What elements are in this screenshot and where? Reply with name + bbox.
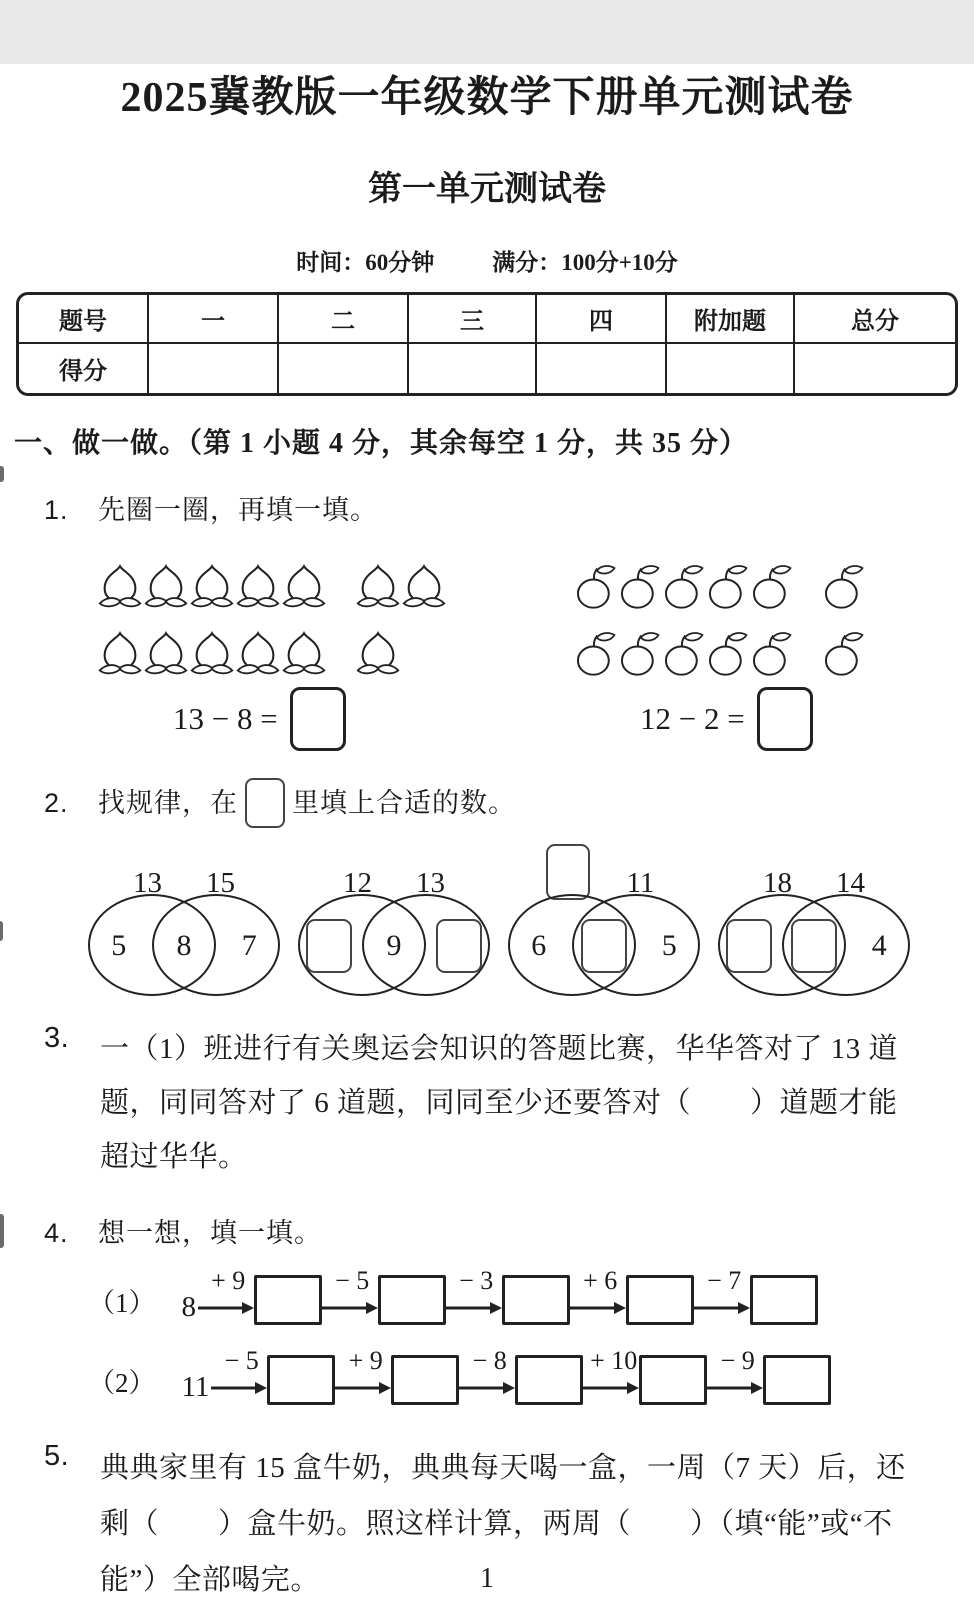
score-table — [16, 292, 958, 396]
chain-segment — [198, 1266, 322, 1334]
peach-icon — [235, 555, 281, 609]
paper-title: 2025冀教版一年级数学下册单元测试卷 — [120, 75, 854, 121]
venn-cell — [242, 929, 257, 963]
answer-box — [515, 1355, 583, 1405]
arrow-icon — [211, 1380, 267, 1396]
question-number: 2. — [44, 788, 69, 819]
apple-icon — [662, 620, 706, 676]
peach-icon — [401, 555, 447, 609]
question-number: 3. — [44, 1022, 70, 1054]
question-2-heading — [44, 778, 974, 834]
question-text: 想一想，填一填。 — [98, 1218, 322, 1248]
question-1-heading — [44, 488, 974, 527]
chain-operation-label: − 5 — [224, 1346, 259, 1375]
arrow-icon — [459, 1380, 515, 1396]
chain-operation-label: − 7 — [707, 1266, 742, 1295]
apple-icon — [662, 553, 706, 609]
arrow-icon — [707, 1380, 763, 1396]
number-chain — [88, 1266, 974, 1334]
peach-group — [97, 553, 447, 751]
question-number: 5. — [44, 1440, 70, 1472]
fruit-group-gap — [327, 608, 355, 609]
equation-text: 12 − 2 = — [640, 701, 745, 736]
venn-diagram — [88, 854, 280, 998]
venn-circle-right — [152, 894, 280, 996]
chain-operation-label: − 8 — [472, 1346, 507, 1375]
venn-cell — [791, 919, 837, 973]
arrow-icon — [583, 1380, 639, 1396]
apple-icon — [574, 553, 618, 609]
score-cell-empty — [667, 344, 795, 393]
chain-operation-label: + 10 — [590, 1346, 638, 1375]
page-number: 1 — [480, 1563, 494, 1594]
question-text: 里填上合适的数。 — [292, 788, 516, 819]
peach-icon — [97, 622, 143, 676]
chain-arrow — [694, 1266, 750, 1334]
answer-box — [546, 844, 590, 900]
arrow-icon — [335, 1380, 391, 1396]
venn-cell — [306, 919, 352, 973]
answer-box — [245, 778, 285, 828]
answer-box — [502, 1275, 570, 1325]
venn-cell — [387, 929, 402, 963]
score-table-column-header: 二 — [279, 295, 409, 344]
time-limit-label: 时间：60分钟 — [296, 250, 435, 275]
chain-segment — [570, 1266, 694, 1334]
venn-sum-label: 15 — [205, 867, 235, 899]
number-chain — [88, 1346, 974, 1414]
venn-value: 6 — [531, 929, 547, 962]
peach-icon — [97, 555, 143, 609]
venn-cell — [436, 919, 482, 973]
apple-icon — [822, 620, 866, 676]
peach-icon — [355, 622, 401, 676]
fruit-group-gap — [794, 608, 822, 609]
venn-sum-label: 13 — [415, 867, 445, 899]
score-table-corner-label: 题号 — [19, 295, 149, 344]
peach-icon — [281, 622, 327, 676]
score-table-column-header: 四 — [537, 295, 667, 344]
apple-group — [574, 553, 866, 751]
equation-text: 13 − 8 = — [173, 701, 278, 736]
chain-segment — [322, 1266, 446, 1334]
chain-label: （2） — [88, 1367, 156, 1398]
peach-row — [97, 620, 447, 676]
question-text — [100, 1022, 974, 1184]
text-line: 典典家里有 15 盒牛奶，典典每天喝一盒，一周（7 天）后，还 — [100, 1452, 906, 1484]
question-text: 找规律，在 — [98, 788, 238, 819]
venn-value: 8 — [176, 929, 192, 962]
question-3 — [44, 1022, 974, 1184]
chain-arrow — [335, 1346, 391, 1414]
answer-box — [757, 687, 813, 751]
peach-icon — [355, 555, 401, 609]
score-cell-empty — [537, 344, 667, 393]
answer-box — [254, 1275, 322, 1325]
arrow-icon — [198, 1300, 254, 1316]
venn-value: 9 — [386, 929, 402, 962]
venn-top-label-slot — [546, 844, 590, 900]
apple-icon — [706, 553, 750, 609]
chain-segment — [583, 1346, 707, 1414]
full-score-label: 满分：100分+10分 — [492, 250, 678, 275]
score-table-column-header: 三 — [409, 295, 537, 344]
venn-cell — [872, 929, 887, 963]
chain-arrow — [322, 1266, 378, 1334]
chain-operation-label: − 3 — [459, 1266, 494, 1295]
chain-arrow — [707, 1346, 763, 1414]
answer-box — [436, 919, 482, 973]
arrow-icon — [322, 1300, 378, 1316]
question-4-heading — [44, 1211, 974, 1250]
apple-row — [574, 553, 866, 609]
venn-cell — [531, 929, 546, 963]
apple-icon — [618, 620, 662, 676]
score-table-column-header: 一 — [149, 295, 279, 344]
text-line: 剩（ ）盒牛奶。照这样计算，两周（ ）（填“能”或“不 — [100, 1508, 893, 1540]
chain-arrow — [446, 1266, 502, 1334]
chain-operation-label: − 9 — [720, 1346, 755, 1375]
chain-segment — [707, 1346, 831, 1414]
venn-sum-label: 14 — [835, 867, 865, 899]
apple-icon — [750, 620, 794, 676]
venn-cell — [662, 929, 677, 963]
answer-box — [791, 919, 837, 973]
peach-icon — [189, 555, 235, 609]
apple-icon — [822, 553, 866, 609]
question-4-figure — [0, 1266, 974, 1414]
chain-segment — [335, 1346, 459, 1414]
apple-icon — [750, 553, 794, 609]
fruit-group-gap — [327, 675, 355, 676]
text-line: 一（1）班进行有关奥运会知识的答题比赛，华华答对了 13 道 — [100, 1033, 899, 1065]
chain-start-number: 11 — [181, 1371, 210, 1403]
answer-box — [726, 919, 772, 973]
apple-icon — [618, 553, 662, 609]
arrow-icon — [446, 1300, 502, 1316]
chain-segment — [459, 1346, 583, 1414]
answer-box — [391, 1355, 459, 1405]
answer-box — [626, 1275, 694, 1325]
venn-sum-label: 13 — [133, 867, 163, 899]
unit-title: 第一单元测试卷 — [368, 171, 606, 208]
chain-arrow — [570, 1266, 626, 1334]
answer-box — [290, 687, 346, 751]
venn-value: 7 — [241, 929, 257, 962]
score-cell-empty — [795, 344, 955, 393]
question-2-figure — [88, 854, 974, 998]
venn-diagram — [508, 854, 700, 998]
chain-operation-label: + 9 — [348, 1346, 383, 1375]
answer-box — [378, 1275, 446, 1325]
fruit-group-gap — [794, 675, 822, 676]
venn-sum-label: 11 — [626, 867, 655, 899]
venn-sum-label: 12 — [343, 867, 373, 899]
chain-arrow — [198, 1266, 254, 1334]
test-paper-page — [0, 64, 974, 1621]
chain-operation-label: + 6 — [583, 1266, 618, 1295]
question-1-figure — [97, 553, 974, 751]
chain-arrow — [583, 1346, 639, 1414]
score-table-column-header: 附加题 — [667, 295, 795, 344]
chain-label: （1） — [88, 1287, 156, 1318]
peach-icon — [235, 622, 281, 676]
score-cell-empty — [279, 344, 409, 393]
peach-icon — [143, 622, 189, 676]
scan-artifact — [0, 466, 4, 482]
chain-operation-label: − 5 — [335, 1266, 370, 1295]
chain-segment — [694, 1266, 818, 1334]
venn-cell — [726, 919, 772, 973]
answer-box — [750, 1275, 818, 1325]
score-row-label: 得分 — [19, 344, 149, 393]
apple-row — [574, 620, 866, 676]
section-one-heading: 一、做一做。（第 1 小题 4 分，其余每空 1 分，共 35 分） — [14, 428, 749, 459]
scan-artifact — [0, 921, 3, 941]
score-cell-empty — [149, 344, 279, 393]
venn-diagram — [718, 854, 910, 998]
chain-arrow — [459, 1346, 515, 1414]
score-cell-empty — [409, 344, 537, 393]
apple-icon — [574, 620, 618, 676]
venn-value: 4 — [871, 929, 887, 962]
peach-icon — [281, 555, 327, 609]
question-number: 4. — [44, 1218, 69, 1248]
venn-value: 5 — [111, 929, 127, 962]
venn-cell — [177, 929, 192, 963]
arrow-icon — [694, 1300, 750, 1316]
question-text: 先圈一圈，再填一填。 — [98, 495, 378, 525]
text-line: 超过华华。 — [100, 1141, 248, 1173]
venn-cell — [581, 919, 627, 973]
chain-start-number: 8 — [181, 1291, 196, 1323]
chain-arrow — [211, 1346, 267, 1414]
apple-equation — [640, 687, 866, 751]
answer-box — [639, 1355, 707, 1405]
answer-box — [763, 1355, 831, 1405]
score-table-column-header: 总分 — [795, 295, 955, 344]
venn-cell — [111, 929, 126, 963]
venn-diagram — [298, 854, 490, 998]
question-number: 1. — [44, 495, 69, 525]
apple-icon — [706, 620, 750, 676]
scan-artifact — [0, 1214, 4, 1248]
peach-icon — [143, 555, 189, 609]
chain-operation-label: + 9 — [211, 1266, 246, 1295]
text-line: 能”）全部喝完。 — [100, 1564, 320, 1596]
peach-icon — [189, 622, 235, 676]
answer-box — [581, 919, 627, 973]
chain-segment — [446, 1266, 570, 1334]
exam-meta — [0, 244, 974, 277]
venn-sum-label: 18 — [763, 867, 793, 899]
peach-row — [97, 553, 447, 609]
text-line: 题，同同答对了 6 道题，同同至少还要答对（ ）道题才能 — [100, 1087, 898, 1119]
venn-value: 5 — [661, 929, 677, 962]
answer-box — [267, 1355, 335, 1405]
peach-equation — [173, 687, 447, 751]
chain-segment — [211, 1346, 335, 1414]
answer-box — [306, 919, 352, 973]
arrow-icon — [570, 1300, 626, 1316]
